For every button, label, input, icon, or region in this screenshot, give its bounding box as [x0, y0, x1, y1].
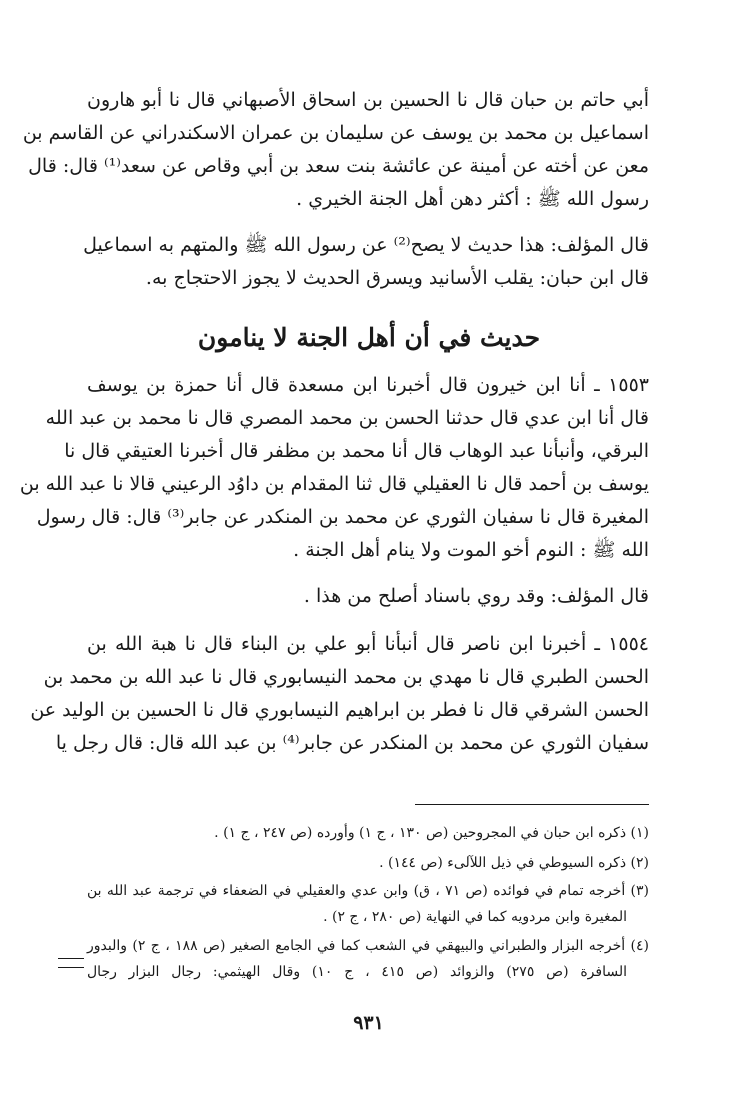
- text-line: معن عن أخته عن أمينة عن عائشة بنت سعد بن أبي وقاص عن سعد⁽¹⁾ قال: قال: [28, 155, 649, 177]
- footnote-continuation: السافرة (ص ٢٧٥) والزوائد (ص ٤١٥ ، ج ١٠) وقال الهيثمي: رجال البزار رجال: [87, 964, 628, 980]
- text-line: المغيرة قال نا سفيان الثوري عن محمد بن المنكدر عن جابر⁽³⁾ قال: قال رسول: [36, 506, 649, 528]
- text-line: أبي حاتم بن حبان قال نا الحسين بن اسحاق الأصبهاني قال نا أبو هارون: [87, 89, 649, 111]
- text-line: ١٥٥٤ ـ أخبرنا ابن ناصر قال أنبأنا أبو علي بن البناء قال نا هبة الله بن: [87, 633, 649, 655]
- footnote-continuation: المغيرة وابن مردويه كما في النهاية (ص ٢٨٠ ، ج ٢) .: [323, 909, 627, 925]
- footnote-separator: [415, 804, 649, 805]
- section-heading: حديث في أن أهل الجنة لا ينامون: [197, 323, 541, 352]
- text-line: يوسف بن أحمد قال نا العقيلي قال ثنا المقدام بن داوُد الرعيني قالا نا عبد الله بن: [19, 473, 649, 495]
- text-line: قال المؤلف: هذا حديث لا يصح⁽²⁾ عن رسول الله ﷺ والمتهم به اسماعيل: [83, 234, 649, 256]
- text-line: رسول الله ﷺ : أكثر دهن أهل الجنة الخيري .: [296, 188, 649, 210]
- text-line: الحسن الطبري قال نا مهدي بن محمد النيسابوري قال نا عبد الله بن محمد بن: [43, 666, 649, 688]
- footnote: (٢) ذكره السيوطي في ذيل اللآلىء (ص ١٤٤) .: [379, 855, 649, 871]
- text-line: البرقي، وأنبأنا عبد الوهاب قال أنا محمد بن مظفر قال أخبرنا العتيقي قال نا: [64, 440, 649, 462]
- text-line: اسماعيل بن محمد بن يوسف عن سليمان بن عمران الاسكندراني عن القاسم بن: [22, 122, 649, 144]
- continuation-mark: [58, 958, 84, 968]
- footnote: (١) ذكره ابن حبان في المجروحين (ص ١٣٠ ، ج ١) وأورده (ص ٢٤٧ ، ج ١) .: [214, 825, 649, 841]
- text-line: قال أنا ابن عدي قال حدثنا الحسن بن محمد المصري قال نا محمد بن عبد الله: [45, 407, 649, 429]
- page-number: ٩٣١: [353, 1012, 384, 1034]
- text-line: قال ابن حبان: يقلب الأسانيد ويسرق الحديث لا يجوز الاحتجاج به.: [145, 267, 649, 289]
- text-line: سفيان الثوري عن محمد بن المنكدر عن جابر⁽⁴⁾ بن عبد الله قال: قال رجل يا: [55, 732, 649, 754]
- text-line: الحسن الشرقي قال نا فطر بن ابراهيم النيسابوري قال نا الحسين بن الوليد عن: [30, 699, 649, 721]
- text-line: الله ﷺ : النوم أخو الموت ولا ينام أهل الجنة .: [293, 539, 649, 561]
- footnote: (٣) أخرجه تمام في فوائده (ص ٧١ ، ق) وابن عدي والعقيلي في الضعفاء في ترجمة عبد الله بن: [87, 883, 649, 899]
- text-line: قال المؤلف: وقد روي باسناد أصلح من هذا .: [303, 585, 649, 607]
- text-line: ١٥٥٣ ـ أنا ابن خيرون قال أخبرنا ابن مسعدة قال أنا حمزة بن يوسف: [87, 374, 649, 396]
- footnote: (٤) أخرجه البزار والطبراني والبيهقي في الشعب كما في الجامع الصغير (ص ١٨٨ ، ج ٢) والبدور: [87, 938, 649, 954]
